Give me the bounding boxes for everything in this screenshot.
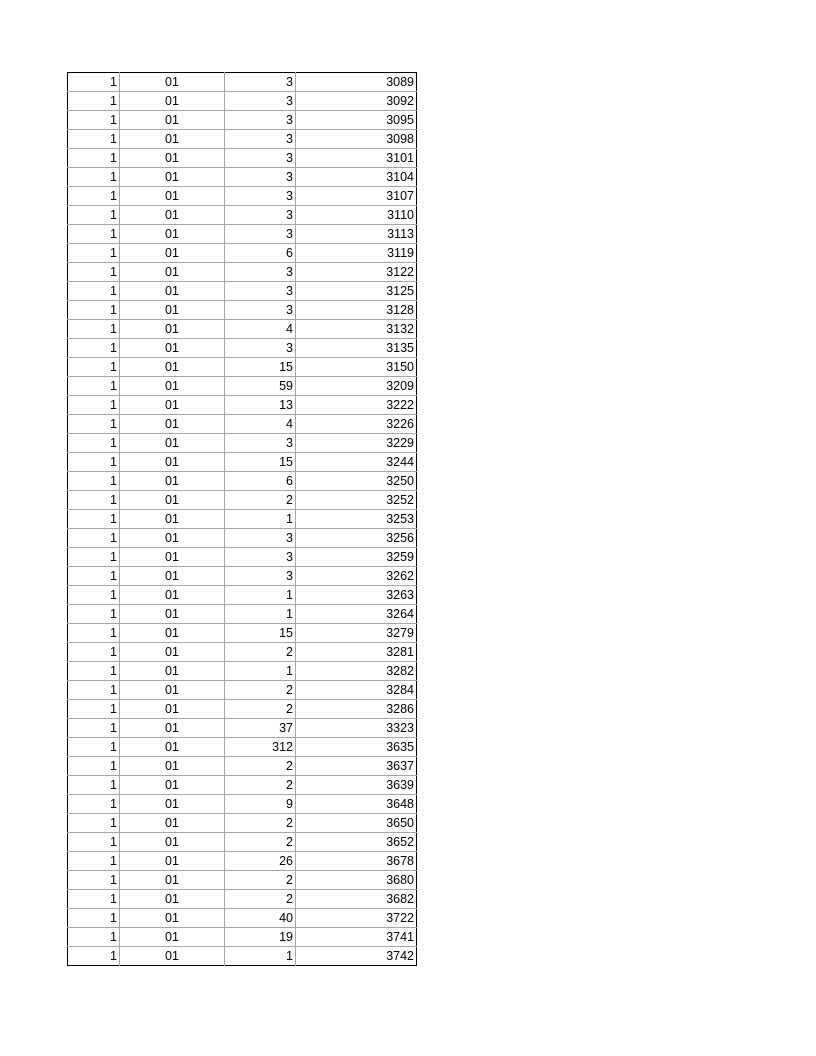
cell-col-1: 1 bbox=[68, 529, 120, 548]
cell-col-4: 3150 bbox=[296, 358, 417, 377]
cell-col-3: 26 bbox=[225, 852, 296, 871]
cell-col-2: 01 bbox=[120, 548, 225, 567]
cell-col-4: 3128 bbox=[296, 301, 417, 320]
data-table bbox=[67, 72, 417, 966]
cell-col-2: 01 bbox=[120, 757, 225, 776]
cell-col-1: 1 bbox=[68, 947, 120, 966]
cell-col-4: 3101 bbox=[296, 149, 417, 168]
cell-col-2: 01 bbox=[120, 130, 225, 149]
cell-col-3: 3 bbox=[225, 225, 296, 244]
cell-col-1: 1 bbox=[68, 111, 120, 130]
cell-col-1: 1 bbox=[68, 187, 120, 206]
cell-col-3: 3 bbox=[225, 149, 296, 168]
cell-col-2: 01 bbox=[120, 719, 225, 738]
cell-col-1: 1 bbox=[68, 415, 120, 434]
cell-col-1: 1 bbox=[68, 757, 120, 776]
cell-col-4: 3281 bbox=[296, 643, 417, 662]
table-row bbox=[68, 206, 417, 225]
cell-col-1: 1 bbox=[68, 510, 120, 529]
cell-col-3: 2 bbox=[225, 700, 296, 719]
cell-col-2: 01 bbox=[120, 567, 225, 586]
cell-col-2: 01 bbox=[120, 263, 225, 282]
table-row bbox=[68, 852, 417, 871]
cell-col-1: 1 bbox=[68, 928, 120, 947]
cell-col-4: 3092 bbox=[296, 92, 417, 111]
table-row bbox=[68, 244, 417, 263]
cell-col-1: 1 bbox=[68, 909, 120, 928]
cell-col-2: 01 bbox=[120, 453, 225, 472]
cell-col-3: 3 bbox=[225, 548, 296, 567]
cell-col-2: 01 bbox=[120, 624, 225, 643]
cell-col-3: 3 bbox=[225, 263, 296, 282]
table-row bbox=[68, 643, 417, 662]
cell-col-4: 3637 bbox=[296, 757, 417, 776]
table-row bbox=[68, 415, 417, 434]
cell-col-4: 3635 bbox=[296, 738, 417, 757]
cell-col-4: 3279 bbox=[296, 624, 417, 643]
cell-col-3: 2 bbox=[225, 757, 296, 776]
table-row bbox=[68, 624, 417, 643]
table-row bbox=[68, 890, 417, 909]
cell-col-2: 01 bbox=[120, 339, 225, 358]
table-row bbox=[68, 814, 417, 833]
cell-col-4: 3095 bbox=[296, 111, 417, 130]
cell-col-1: 1 bbox=[68, 681, 120, 700]
cell-col-3: 3 bbox=[225, 130, 296, 149]
cell-col-1: 1 bbox=[68, 73, 120, 92]
cell-col-4: 3125 bbox=[296, 282, 417, 301]
cell-col-2: 01 bbox=[120, 111, 225, 130]
table-row bbox=[68, 168, 417, 187]
cell-col-2: 01 bbox=[120, 225, 225, 244]
table-row bbox=[68, 833, 417, 852]
cell-col-2: 01 bbox=[120, 643, 225, 662]
cell-col-1: 1 bbox=[68, 282, 120, 301]
cell-col-4: 3650 bbox=[296, 814, 417, 833]
cell-col-3: 19 bbox=[225, 928, 296, 947]
cell-col-1: 1 bbox=[68, 206, 120, 225]
table-body bbox=[68, 73, 417, 966]
cell-col-2: 01 bbox=[120, 358, 225, 377]
cell-col-2: 01 bbox=[120, 282, 225, 301]
cell-col-2: 01 bbox=[120, 491, 225, 510]
table-row bbox=[68, 92, 417, 111]
cell-col-3: 15 bbox=[225, 453, 296, 472]
cell-col-2: 01 bbox=[120, 320, 225, 339]
cell-col-3: 6 bbox=[225, 244, 296, 263]
cell-col-3: 2 bbox=[225, 814, 296, 833]
cell-col-3: 1 bbox=[225, 947, 296, 966]
cell-col-3: 3 bbox=[225, 339, 296, 358]
cell-col-2: 01 bbox=[120, 92, 225, 111]
cell-col-3: 2 bbox=[225, 833, 296, 852]
table-row bbox=[68, 149, 417, 168]
cell-col-3: 2 bbox=[225, 890, 296, 909]
cell-col-3: 2 bbox=[225, 776, 296, 795]
table-row bbox=[68, 529, 417, 548]
cell-col-4: 3252 bbox=[296, 491, 417, 510]
cell-col-4: 3259 bbox=[296, 548, 417, 567]
cell-col-1: 1 bbox=[68, 738, 120, 757]
cell-col-3: 37 bbox=[225, 719, 296, 738]
cell-col-3: 3 bbox=[225, 206, 296, 225]
cell-col-1: 1 bbox=[68, 453, 120, 472]
cell-col-4: 3098 bbox=[296, 130, 417, 149]
cell-col-2: 01 bbox=[120, 149, 225, 168]
cell-col-1: 1 bbox=[68, 776, 120, 795]
table-row bbox=[68, 320, 417, 339]
table-row bbox=[68, 472, 417, 491]
cell-col-2: 01 bbox=[120, 244, 225, 263]
cell-col-1: 1 bbox=[68, 320, 120, 339]
cell-col-1: 1 bbox=[68, 396, 120, 415]
cell-col-1: 1 bbox=[68, 890, 120, 909]
table-row bbox=[68, 301, 417, 320]
table-row bbox=[68, 491, 417, 510]
cell-col-1: 1 bbox=[68, 586, 120, 605]
cell-col-2: 01 bbox=[120, 605, 225, 624]
cell-col-4: 3104 bbox=[296, 168, 417, 187]
cell-col-3: 4 bbox=[225, 320, 296, 339]
cell-col-1: 1 bbox=[68, 833, 120, 852]
cell-col-3: 3 bbox=[225, 187, 296, 206]
cell-col-1: 1 bbox=[68, 567, 120, 586]
cell-col-2: 01 bbox=[120, 833, 225, 852]
cell-col-2: 01 bbox=[120, 928, 225, 947]
table-row bbox=[68, 871, 417, 890]
table-row bbox=[68, 263, 417, 282]
cell-col-1: 1 bbox=[68, 491, 120, 510]
cell-col-1: 1 bbox=[68, 700, 120, 719]
cell-col-2: 01 bbox=[120, 909, 225, 928]
cell-col-1: 1 bbox=[68, 149, 120, 168]
cell-col-2: 01 bbox=[120, 871, 225, 890]
cell-col-3: 40 bbox=[225, 909, 296, 928]
cell-col-4: 3262 bbox=[296, 567, 417, 586]
cell-col-4: 3089 bbox=[296, 73, 417, 92]
cell-col-4: 3250 bbox=[296, 472, 417, 491]
table-row bbox=[68, 662, 417, 681]
cell-col-2: 01 bbox=[120, 206, 225, 225]
cell-col-3: 2 bbox=[225, 643, 296, 662]
cell-col-4: 3132 bbox=[296, 320, 417, 339]
cell-col-2: 01 bbox=[120, 301, 225, 320]
table-row bbox=[68, 947, 417, 966]
table-row bbox=[68, 377, 417, 396]
cell-col-4: 3113 bbox=[296, 225, 417, 244]
cell-col-1: 1 bbox=[68, 301, 120, 320]
cell-col-4: 3284 bbox=[296, 681, 417, 700]
cell-col-2: 01 bbox=[120, 814, 225, 833]
table-row bbox=[68, 719, 417, 738]
cell-col-2: 01 bbox=[120, 529, 225, 548]
cell-col-2: 01 bbox=[120, 586, 225, 605]
cell-col-3: 4 bbox=[225, 415, 296, 434]
cell-col-3: 1 bbox=[225, 662, 296, 681]
cell-col-4: 3639 bbox=[296, 776, 417, 795]
cell-col-1: 1 bbox=[68, 339, 120, 358]
table-row bbox=[68, 700, 417, 719]
cell-col-4: 3264 bbox=[296, 605, 417, 624]
cell-col-2: 01 bbox=[120, 396, 225, 415]
cell-col-1: 1 bbox=[68, 871, 120, 890]
cell-col-3: 15 bbox=[225, 624, 296, 643]
table-row bbox=[68, 776, 417, 795]
cell-col-2: 01 bbox=[120, 187, 225, 206]
table-row bbox=[68, 187, 417, 206]
cell-col-3: 3 bbox=[225, 168, 296, 187]
cell-col-4: 3107 bbox=[296, 187, 417, 206]
cell-col-1: 1 bbox=[68, 548, 120, 567]
cell-col-3: 15 bbox=[225, 358, 296, 377]
table-row bbox=[68, 111, 417, 130]
cell-col-2: 01 bbox=[120, 852, 225, 871]
table-row bbox=[68, 73, 417, 92]
table-row bbox=[68, 928, 417, 947]
cell-col-4: 3286 bbox=[296, 700, 417, 719]
cell-col-1: 1 bbox=[68, 263, 120, 282]
cell-col-2: 01 bbox=[120, 890, 225, 909]
cell-col-1: 1 bbox=[68, 472, 120, 491]
cell-col-3: 2 bbox=[225, 491, 296, 510]
table-row bbox=[68, 605, 417, 624]
cell-col-3: 3 bbox=[225, 92, 296, 111]
cell-col-3: 2 bbox=[225, 681, 296, 700]
table-row bbox=[68, 795, 417, 814]
cell-col-2: 01 bbox=[120, 472, 225, 491]
table-row bbox=[68, 510, 417, 529]
cell-col-1: 1 bbox=[68, 225, 120, 244]
table-row bbox=[68, 282, 417, 301]
cell-col-2: 01 bbox=[120, 168, 225, 187]
cell-col-3: 3 bbox=[225, 434, 296, 453]
cell-col-1: 1 bbox=[68, 434, 120, 453]
cell-col-3: 312 bbox=[225, 738, 296, 757]
cell-col-3: 3 bbox=[225, 73, 296, 92]
cell-col-3: 1 bbox=[225, 605, 296, 624]
cell-col-4: 3222 bbox=[296, 396, 417, 415]
cell-col-1: 1 bbox=[68, 168, 120, 187]
cell-col-3: 1 bbox=[225, 510, 296, 529]
cell-col-2: 01 bbox=[120, 947, 225, 966]
cell-col-4: 3323 bbox=[296, 719, 417, 738]
table-row bbox=[68, 586, 417, 605]
cell-col-1: 1 bbox=[68, 92, 120, 111]
cell-col-2: 01 bbox=[120, 510, 225, 529]
cell-col-4: 3244 bbox=[296, 453, 417, 472]
cell-col-1: 1 bbox=[68, 605, 120, 624]
cell-col-4: 3741 bbox=[296, 928, 417, 947]
cell-col-1: 1 bbox=[68, 377, 120, 396]
cell-col-3: 3 bbox=[225, 111, 296, 130]
cell-col-4: 3648 bbox=[296, 795, 417, 814]
cell-col-3: 3 bbox=[225, 301, 296, 320]
cell-col-4: 3263 bbox=[296, 586, 417, 605]
cell-col-4: 3209 bbox=[296, 377, 417, 396]
cell-col-4: 3226 bbox=[296, 415, 417, 434]
cell-col-2: 01 bbox=[120, 738, 225, 757]
cell-col-3: 2 bbox=[225, 871, 296, 890]
cell-col-3: 3 bbox=[225, 529, 296, 548]
table-row bbox=[68, 396, 417, 415]
table-row bbox=[68, 567, 417, 586]
cell-col-4: 3256 bbox=[296, 529, 417, 548]
table-row bbox=[68, 909, 417, 928]
cell-col-2: 01 bbox=[120, 377, 225, 396]
cell-col-2: 01 bbox=[120, 415, 225, 434]
cell-col-4: 3282 bbox=[296, 662, 417, 681]
cell-col-1: 1 bbox=[68, 719, 120, 738]
cell-col-1: 1 bbox=[68, 358, 120, 377]
table-row bbox=[68, 434, 417, 453]
cell-col-4: 3229 bbox=[296, 434, 417, 453]
cell-col-4: 3678 bbox=[296, 852, 417, 871]
cell-col-4: 3119 bbox=[296, 244, 417, 263]
cell-col-4: 3682 bbox=[296, 890, 417, 909]
cell-col-2: 01 bbox=[120, 795, 225, 814]
table-row bbox=[68, 681, 417, 700]
cell-col-3: 9 bbox=[225, 795, 296, 814]
cell-col-1: 1 bbox=[68, 244, 120, 263]
cell-col-1: 1 bbox=[68, 643, 120, 662]
table-row bbox=[68, 130, 417, 149]
cell-col-4: 3722 bbox=[296, 909, 417, 928]
table-row bbox=[68, 548, 417, 567]
cell-col-4: 3652 bbox=[296, 833, 417, 852]
cell-col-4: 3110 bbox=[296, 206, 417, 225]
cell-col-3: 3 bbox=[225, 282, 296, 301]
cell-col-4: 3135 bbox=[296, 339, 417, 358]
cell-col-2: 01 bbox=[120, 776, 225, 795]
cell-col-2: 01 bbox=[120, 73, 225, 92]
cell-col-3: 1 bbox=[225, 586, 296, 605]
table-row bbox=[68, 453, 417, 472]
cell-col-2: 01 bbox=[120, 681, 225, 700]
cell-col-1: 1 bbox=[68, 130, 120, 149]
cell-col-1: 1 bbox=[68, 852, 120, 871]
cell-col-4: 3253 bbox=[296, 510, 417, 529]
table-row bbox=[68, 738, 417, 757]
cell-col-4: 3742 bbox=[296, 947, 417, 966]
cell-col-2: 01 bbox=[120, 434, 225, 453]
cell-col-3: 13 bbox=[225, 396, 296, 415]
table-row bbox=[68, 757, 417, 776]
table-row bbox=[68, 225, 417, 244]
cell-col-2: 01 bbox=[120, 662, 225, 681]
cell-col-4: 3122 bbox=[296, 263, 417, 282]
cell-col-3: 59 bbox=[225, 377, 296, 396]
cell-col-1: 1 bbox=[68, 662, 120, 681]
cell-col-4: 3680 bbox=[296, 871, 417, 890]
cell-col-1: 1 bbox=[68, 795, 120, 814]
table-row bbox=[68, 358, 417, 377]
cell-col-1: 1 bbox=[68, 814, 120, 833]
cell-col-1: 1 bbox=[68, 624, 120, 643]
cell-col-2: 01 bbox=[120, 700, 225, 719]
cell-col-3: 3 bbox=[225, 567, 296, 586]
cell-col-3: 6 bbox=[225, 472, 296, 491]
table-row bbox=[68, 339, 417, 358]
